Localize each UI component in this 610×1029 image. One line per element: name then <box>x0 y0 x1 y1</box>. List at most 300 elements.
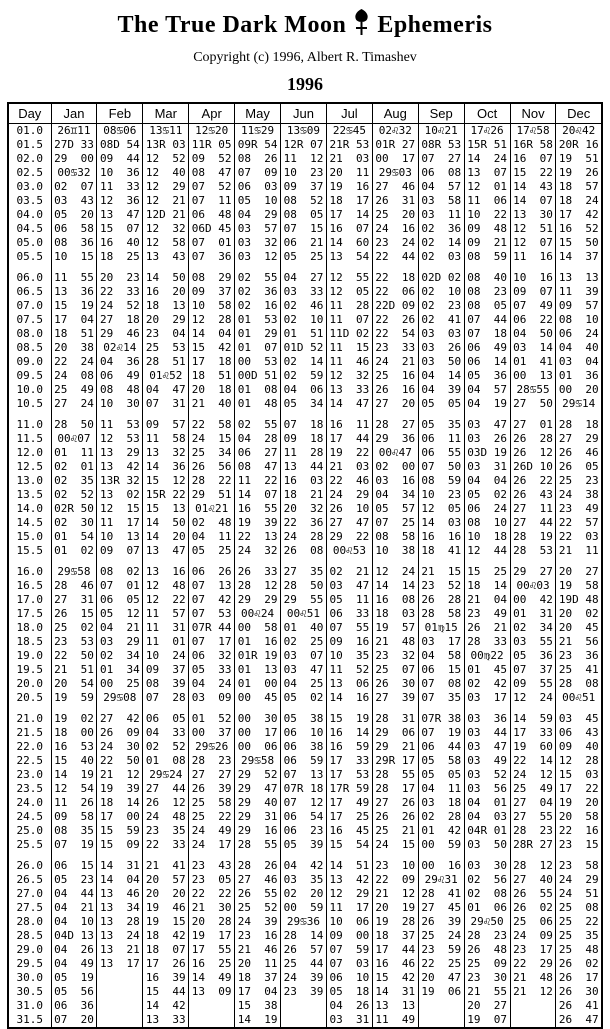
spacer-cell <box>510 558 556 565</box>
ephemeris-cell: 00 17 <box>372 152 418 166</box>
ephemeris-cell: 03 26 <box>464 432 510 446</box>
spacer-cell <box>8 558 51 565</box>
ephemeris-cell: 25 07 <box>372 663 418 677</box>
ephemeris-cell <box>418 999 464 1013</box>
ephemeris-cell: 02♌14 <box>97 341 143 355</box>
ephemeris-cell: 28 41 <box>418 887 464 901</box>
column-header-dec: Dec <box>556 103 602 124</box>
ephemeris-cell: 06 05 <box>143 712 189 726</box>
ephemeris-cell: 04 39 <box>418 383 464 397</box>
ephemeris-cell: 09 48 <box>464 222 510 236</box>
ephemeris-cell: 00 58 <box>235 621 281 635</box>
ephemeris-cell: 16 20 <box>143 285 189 299</box>
day-cell: 24.0 <box>16 796 43 809</box>
ephemeris-cell: 21R 53 <box>326 138 372 152</box>
ephemeris-cell: 08 39 <box>143 677 189 691</box>
ephemeris-cell: 11 12 <box>281 152 327 166</box>
ephemeris-cell: 09 07 <box>97 544 143 558</box>
ephemeris-cell: 04 03 <box>464 810 510 824</box>
ephemeris-cell: 20 45 <box>556 621 602 635</box>
ephemeris-cell: 20R 16 <box>556 138 602 152</box>
spacer-cell <box>51 558 97 565</box>
ephemeris-cell: 25 48 <box>556 943 602 957</box>
spacer-cell <box>143 558 189 565</box>
ephemeris-cell: 09 57 <box>143 418 189 432</box>
spacer-cell <box>189 411 235 418</box>
column-header-mar: Mar <box>143 103 189 124</box>
ephemeris-cell: 11 33 <box>97 180 143 194</box>
ephemeris-cell: 04 40 <box>556 341 602 355</box>
ephemeris-cell: 27 47 <box>326 516 372 530</box>
ephemeris-cell: 00 25 <box>97 677 143 691</box>
table-row <box>8 796 602 810</box>
ephemeris-cell: 03 44 <box>464 726 510 740</box>
ephemeris-cell: 10 18 <box>464 530 510 544</box>
ephemeris-cell: 02D 02 <box>418 271 464 285</box>
spacer-cell <box>556 411 602 418</box>
ephemeris-cell: 28 33 <box>464 635 510 649</box>
table-row <box>8 222 602 236</box>
ephemeris-cell: 28 17 <box>372 782 418 796</box>
ephemeris-cell: 29 29 <box>235 593 281 607</box>
ephemeris-cell: 28 50 <box>51 418 97 432</box>
table-row <box>8 418 602 432</box>
ephemeris-cell: 19 39 <box>235 516 281 530</box>
table-row <box>8 607 602 621</box>
ephemeris-cell: 03 29 <box>97 635 143 649</box>
ephemeris-cell: 24 30 <box>97 740 143 754</box>
ephemeris-cell: 07 01 <box>97 579 143 593</box>
spacer-cell <box>97 411 143 418</box>
ephemeris-cell: 28 22 <box>189 474 235 488</box>
spacer-cell <box>372 705 418 712</box>
table-row <box>8 488 602 502</box>
table-row <box>8 740 602 754</box>
ephemeris-cell: 26 08 <box>281 544 327 558</box>
ephemeris-cell: 11 49 <box>372 1013 418 1028</box>
ephemeris-cell <box>281 999 327 1013</box>
ephemeris-cell: 00 20 <box>556 383 602 397</box>
ephemeris-cell <box>281 1013 327 1028</box>
ephemeris-cell: 24 51 <box>556 887 602 901</box>
ephemeris-cell: 13 07 <box>464 166 510 180</box>
ephemeris-cell: 18 51 <box>51 327 97 341</box>
ephemeris-cell: 22 50 <box>97 754 143 768</box>
ephemeris-cell: 21 51 <box>51 663 97 677</box>
ephemeris-cell: 18 21 <box>281 488 327 502</box>
ephemeris-cell <box>510 999 556 1013</box>
ephemeris-cell: 02 25 <box>281 635 327 649</box>
day-cell: 20.0 <box>16 677 43 690</box>
ephemeris-cell: 13 33 <box>143 1013 189 1028</box>
ephemeris-cell: 15 09 <box>97 838 143 852</box>
ephemeris-cell: 05 25 <box>281 250 327 264</box>
ephemeris-cell: 26 12 <box>510 446 556 460</box>
ephemeris-cell: 17 33 <box>510 726 556 740</box>
ephemeris-cell: 13 47 <box>97 208 143 222</box>
ephemeris-cell: 22 25 <box>418 957 464 971</box>
ephemeris-cell: 04 26 <box>326 999 372 1013</box>
ephemeris-cell: 12 53 <box>97 432 143 446</box>
table-row <box>8 369 602 383</box>
ephemeris-cell: 26 12 <box>143 796 189 810</box>
column-header-jan: Jan <box>51 103 97 124</box>
spacer-cell <box>418 852 464 859</box>
ephemeris-cell: 01 29 <box>235 327 281 341</box>
ephemeris-cell: 17 42 <box>556 208 602 222</box>
ephemeris-cell: 02 23 <box>418 299 464 313</box>
ephemeris-cell <box>97 999 143 1013</box>
ephemeris-cell: 03 33 <box>281 285 327 299</box>
column-header-oct: Oct <box>464 103 510 124</box>
ephemeris-cell: 24 21 <box>372 355 418 369</box>
ephemeris-cell: 08 26 <box>235 152 281 166</box>
ephemeris-cell: 29 00 <box>51 152 97 166</box>
ephemeris-cell: 07R 38 <box>418 712 464 726</box>
column-header-aug: Aug <box>372 103 418 124</box>
ephemeris-table <box>7 102 603 1029</box>
ephemeris-cell: 06 22 <box>510 313 556 327</box>
spacer-cell <box>235 705 281 712</box>
ephemeris-cell: 07 18 <box>281 418 327 432</box>
ephemeris-cell: 16 53 <box>51 740 97 754</box>
ephemeris-cell: 24 08 <box>51 369 97 383</box>
ephemeris-cell: 04D 13 <box>51 929 97 943</box>
ephemeris-cell: 19 57 <box>372 621 418 635</box>
ephemeris-cell: 06 49 <box>464 341 510 355</box>
ephemeris-cell: 04 28 <box>235 432 281 446</box>
ephemeris-cell: 14 03 <box>418 516 464 530</box>
ephemeris-cell: 11 28 <box>281 446 327 460</box>
ephemeris-cell: 17 26 <box>143 957 189 971</box>
day-cell: 25.0 <box>16 824 43 837</box>
ephemeris-cell: 19 22 <box>326 446 372 460</box>
ephemeris-cell: 22♋45 <box>326 124 372 139</box>
ephemeris-cell: 01 00 <box>235 677 281 691</box>
ephemeris-cell: 15 42 <box>189 341 235 355</box>
ephemeris-cell: 05 34 <box>281 397 327 411</box>
ephemeris-cell: 28 23 <box>189 754 235 768</box>
ephemeris-cell: 15 44 <box>143 985 189 999</box>
ephemeris-cell: 00♌03 <box>510 579 556 593</box>
spacer-cell <box>556 264 602 271</box>
ephemeris-cell: 28 23 <box>510 824 556 838</box>
ephemeris-cell: 00♌47 <box>372 446 418 460</box>
day-cell: 01.0 <box>16 124 43 137</box>
ephemeris-cell: 27 20 <box>372 397 418 411</box>
ephemeris-cell: 09R 54 <box>235 138 281 152</box>
day-cell: 07.5 <box>16 313 43 326</box>
column-header-jul: Jul <box>326 103 372 124</box>
ephemeris-cell: 06 58 <box>51 222 97 236</box>
ephemeris-cell: 00 42 <box>510 593 556 607</box>
ephemeris-cell: 01 51 <box>281 327 327 341</box>
day-cell: 08.5 <box>16 341 43 354</box>
ephemeris-cell: 13 46 <box>97 887 143 901</box>
ephemeris-cell: 14 07 <box>510 194 556 208</box>
ephemeris-cell: 01 13 <box>235 663 281 677</box>
table-row <box>8 726 602 740</box>
ephemeris-cell: 09 44 <box>97 152 143 166</box>
day-cell: 21.5 <box>16 726 43 739</box>
ephemeris-cell: 07 35 <box>418 691 464 705</box>
ephemeris-cell: 13 24 <box>97 929 143 943</box>
ephemeris-cell: 19 60 <box>510 740 556 754</box>
ephemeris-cell: 12 22 <box>143 593 189 607</box>
day-cell: 09.0 <box>16 355 43 368</box>
ephemeris-cell: 01 40 <box>281 621 327 635</box>
day-cell: 19.5 <box>16 663 43 676</box>
day-cell: 15.0 <box>16 530 43 543</box>
ephemeris-cell: 06 27 <box>235 446 281 460</box>
ephemeris-cell: 28 55 <box>372 768 418 782</box>
ephemeris-cell: 20 11 <box>326 166 372 180</box>
table-row <box>8 712 602 726</box>
ephemeris-cell: 21 40 <box>189 397 235 411</box>
ephemeris-cell: 03 50 <box>464 838 510 852</box>
ephemeris-cell: 14 16 <box>326 691 372 705</box>
ephemeris-cell: 01R 19 <box>235 649 281 663</box>
ephemeris-cell: 23 52 <box>418 579 464 593</box>
ephemeris-cell: 16 25 <box>189 957 235 971</box>
ephemeris-cell: 14 36 <box>143 460 189 474</box>
table-row <box>8 397 602 411</box>
ephemeris-cell: 27 44 <box>510 516 556 530</box>
ephemeris-cell: 26 55 <box>510 887 556 901</box>
ephemeris-cell: 22 03 <box>556 530 602 544</box>
ephemeris-cell: 07 42 <box>189 593 235 607</box>
ephemeris-cell: 15 40 <box>51 754 97 768</box>
ephemeris-cell: 13 29 <box>97 446 143 460</box>
table-row <box>8 299 602 313</box>
ephemeris-cell: 18 07 <box>143 943 189 957</box>
ephemeris-cell: 02 16 <box>235 299 281 313</box>
ephemeris-cell: 28 51 <box>143 355 189 369</box>
ephemeris-cell: 13 09 <box>189 985 235 999</box>
ephemeris-cell: 02 56 <box>464 873 510 887</box>
ephemeris-cell: 24 52 <box>97 299 143 313</box>
ephemeris-cell: 26 39 <box>189 782 235 796</box>
ephemeris-cell: 24 16 <box>372 222 418 236</box>
spacer-cell <box>8 264 51 271</box>
ephemeris-cell: 01 36 <box>556 369 602 383</box>
column-header-day: Day <box>8 103 51 124</box>
ephemeris-cell: 22 14 <box>510 754 556 768</box>
table-row <box>8 194 602 208</box>
ephemeris-cell: 06 36 <box>51 999 97 1013</box>
ephemeris-cell: 22 09 <box>372 873 418 887</box>
ephemeris-cell: 24 39 <box>235 915 281 929</box>
ephemeris-cell: 22 46 <box>326 474 372 488</box>
ephemeris-cell: 01 31 <box>510 607 556 621</box>
ephemeris-cell: 09 18 <box>281 432 327 446</box>
spacer-cell <box>97 264 143 271</box>
ephemeris-cell: 26 56 <box>189 460 235 474</box>
ephemeris-cell: 03 17 <box>418 635 464 649</box>
ephemeris-cell: 01♌21 <box>189 502 235 516</box>
ephemeris-cell: 29 51 <box>189 488 235 502</box>
day-cell: 28.5 <box>16 929 43 942</box>
table-row <box>8 474 602 488</box>
ephemeris-cell: 21 04 <box>464 593 510 607</box>
ephemeris-cell: 12 28 <box>556 754 602 768</box>
ephemeris-cell: 12 07 <box>510 236 556 250</box>
ephemeris-cell: 02 52 <box>143 740 189 754</box>
ephemeris-cell: 17♌26 <box>464 124 510 139</box>
ephemeris-cell: 12 52 <box>143 152 189 166</box>
ephemeris-cell: 21 12 <box>372 887 418 901</box>
ephemeris-cell: 07 31 <box>143 397 189 411</box>
spacer-cell <box>51 705 97 712</box>
ephemeris-cell: 23 30 <box>464 971 510 985</box>
ephemeris-cell: 04 11 <box>418 782 464 796</box>
ephemeris-cell: 00 13 <box>510 369 556 383</box>
ephemeris-cell: 07 49 <box>510 299 556 313</box>
day-cell: 12.0 <box>16 446 43 459</box>
ephemeris-cell: 06 03 <box>235 180 281 194</box>
ephemeris-cell: 08 36 <box>51 236 97 250</box>
ephemeris-cell: 14 20 <box>143 530 189 544</box>
title-text-before: The True Dark Moon <box>117 12 347 38</box>
ephemeris-cell: 04 57 <box>464 383 510 397</box>
ephemeris-cell: 11 28 <box>326 299 372 313</box>
ephemeris-cell: 05 36 <box>464 369 510 383</box>
ephemeris-cell: 11 55 <box>51 271 97 285</box>
ephemeris-cell: 04 11 <box>189 530 235 544</box>
ephemeris-cell: 27 04 <box>510 796 556 810</box>
ephemeris-cell: 14 50 <box>143 271 189 285</box>
ephemeris-cell: 22 24 <box>51 355 97 369</box>
ephemeris-cell: 02 42 <box>464 677 510 691</box>
ephemeris-cell: 21 30 <box>189 901 235 915</box>
ephemeris-cell: 23 36 <box>556 649 602 663</box>
ephemeris-cell: 21 03 <box>326 460 372 474</box>
ephemeris-cell: 08 29 <box>189 271 235 285</box>
ephemeris-cell: 23 33 <box>372 341 418 355</box>
title-text-after: Ephemeris <box>377 12 493 38</box>
ephemeris-cell: 23 10 <box>372 859 418 873</box>
ephemeris-cell: 28 31 <box>372 712 418 726</box>
ephemeris-cell: 07 55 <box>326 621 372 635</box>
ephemeris-cell: 04 26 <box>51 943 97 957</box>
ephemeris-cell: 06 59 <box>281 754 327 768</box>
ephemeris-cell: 05 38 <box>281 712 327 726</box>
ephemeris-cell: 02 10 <box>281 313 327 327</box>
ephemeris-cell: 23 39 <box>281 985 327 999</box>
ephemeris-cell: 17 25 <box>326 810 372 824</box>
day-cell: 24.5 <box>16 810 43 823</box>
spacer-cell <box>51 264 97 271</box>
ephemeris-cell: 10 24 <box>143 649 189 663</box>
spacer-cell <box>143 852 189 859</box>
ephemeris-cell: 04 34 <box>372 488 418 502</box>
ephemeris-cell: 20 27 <box>464 999 510 1013</box>
ephemeris-cell: 26 41 <box>556 999 602 1013</box>
ephemeris-cell: 03 49 <box>464 754 510 768</box>
ephemeris-cell: 26 57 <box>281 943 327 957</box>
ephemeris-cell: 11 22 <box>235 474 281 488</box>
ephemeris-cell: 24 49 <box>189 824 235 838</box>
ephemeris-cell: 07 12 <box>281 796 327 810</box>
ephemeris-cell: 29R 17 <box>372 754 418 768</box>
ephemeris-cell: 23 59 <box>418 943 464 957</box>
ephemeris-cell: 18 03 <box>372 607 418 621</box>
ephemeris-cell: 24 09 <box>510 929 556 943</box>
ephemeris-cell: 03 35 <box>281 873 327 887</box>
ephemeris-cell: 22 13 <box>235 530 281 544</box>
ephemeris-cell: 03 55 <box>510 635 556 649</box>
ephemeris-cell: 08 05 <box>464 299 510 313</box>
ephemeris-cell: 17 18 <box>189 355 235 369</box>
ephemeris-cell: 13 54 <box>326 250 372 264</box>
ephemeris-cell: 20 18 <box>189 383 235 397</box>
ephemeris-cell: 01 07 <box>235 341 281 355</box>
ephemeris-cell: 07 36 <box>189 250 235 264</box>
ephemeris-cell: 26 09 <box>97 726 143 740</box>
ephemeris-cell: 01 02 <box>51 544 97 558</box>
ephemeris-cell: 00 37 <box>189 726 235 740</box>
ephemeris-cell: 05 02 <box>281 691 327 705</box>
ephemeris-cell: 17 53 <box>326 768 372 782</box>
ephemeris-cell: 02♌32 <box>372 124 418 139</box>
ephemeris-cell: 11 07 <box>326 313 372 327</box>
ephemeris-cell: 06 24 <box>556 327 602 341</box>
spacer-cell <box>556 852 602 859</box>
table-row <box>8 516 602 530</box>
table-row <box>8 502 602 516</box>
ephemeris-cell: 14 07 <box>235 488 281 502</box>
ephemeris-cell: 00 17 <box>235 726 281 740</box>
ephemeris-cell: 06 55 <box>418 446 464 460</box>
ephemeris-cell: 11 58 <box>143 432 189 446</box>
ephemeris-cell: 02 21 <box>326 565 372 579</box>
ephemeris-cell: 03 09 <box>189 691 235 705</box>
table-row <box>8 544 602 558</box>
ephemeris-cell: 00♌53 <box>326 544 372 558</box>
ephemeris-cell: 13♋11 <box>143 124 189 139</box>
ephemeris-cell: 18 24 <box>556 194 602 208</box>
ephemeris-cell: 02 52 <box>51 488 97 502</box>
ephemeris-cell: 02 55 <box>235 418 281 432</box>
ephemeris-cell: 02 14 <box>281 355 327 369</box>
ephemeris-cell: 13 13 <box>372 999 418 1013</box>
ephemeris-cell: 04 29 <box>235 208 281 222</box>
ephemeris-cell: 01 08 <box>143 754 189 768</box>
ephemeris-cell: 11 17 <box>97 516 143 530</box>
ephemeris-cell: 20 23 <box>97 271 143 285</box>
ephemeris-cell: 17 44 <box>372 943 418 957</box>
day-cell: 03.5 <box>16 194 43 207</box>
ephemeris-cell: 20 19 <box>372 901 418 915</box>
ephemeris-cell: 05 10 <box>235 194 281 208</box>
ephemeris-cell: 03 03 <box>418 327 464 341</box>
ephemeris-cell: 05 19 <box>51 971 97 985</box>
table-row <box>8 985 602 999</box>
ephemeris-cell: 07 08 <box>418 677 464 691</box>
ephemeris-cell: 12 05 <box>418 502 464 516</box>
day-cell: 17.0 <box>16 593 43 606</box>
ephemeris-cell: 00 16 <box>418 859 464 873</box>
copyright-line: Copyright (c) 1996, Albert R. Timashev <box>193 50 417 65</box>
ephemeris-cell: 02 10 <box>418 285 464 299</box>
ephemeris-cell: 26 22 <box>510 474 556 488</box>
ephemeris-cell: 18 00 <box>51 726 97 740</box>
ephemeris-cell: 26 46 <box>556 446 602 460</box>
table-row <box>8 915 602 929</box>
column-header-nov: Nov <box>510 103 556 124</box>
ephemeris-cell: 12 36 <box>97 194 143 208</box>
table-row <box>8 236 602 250</box>
